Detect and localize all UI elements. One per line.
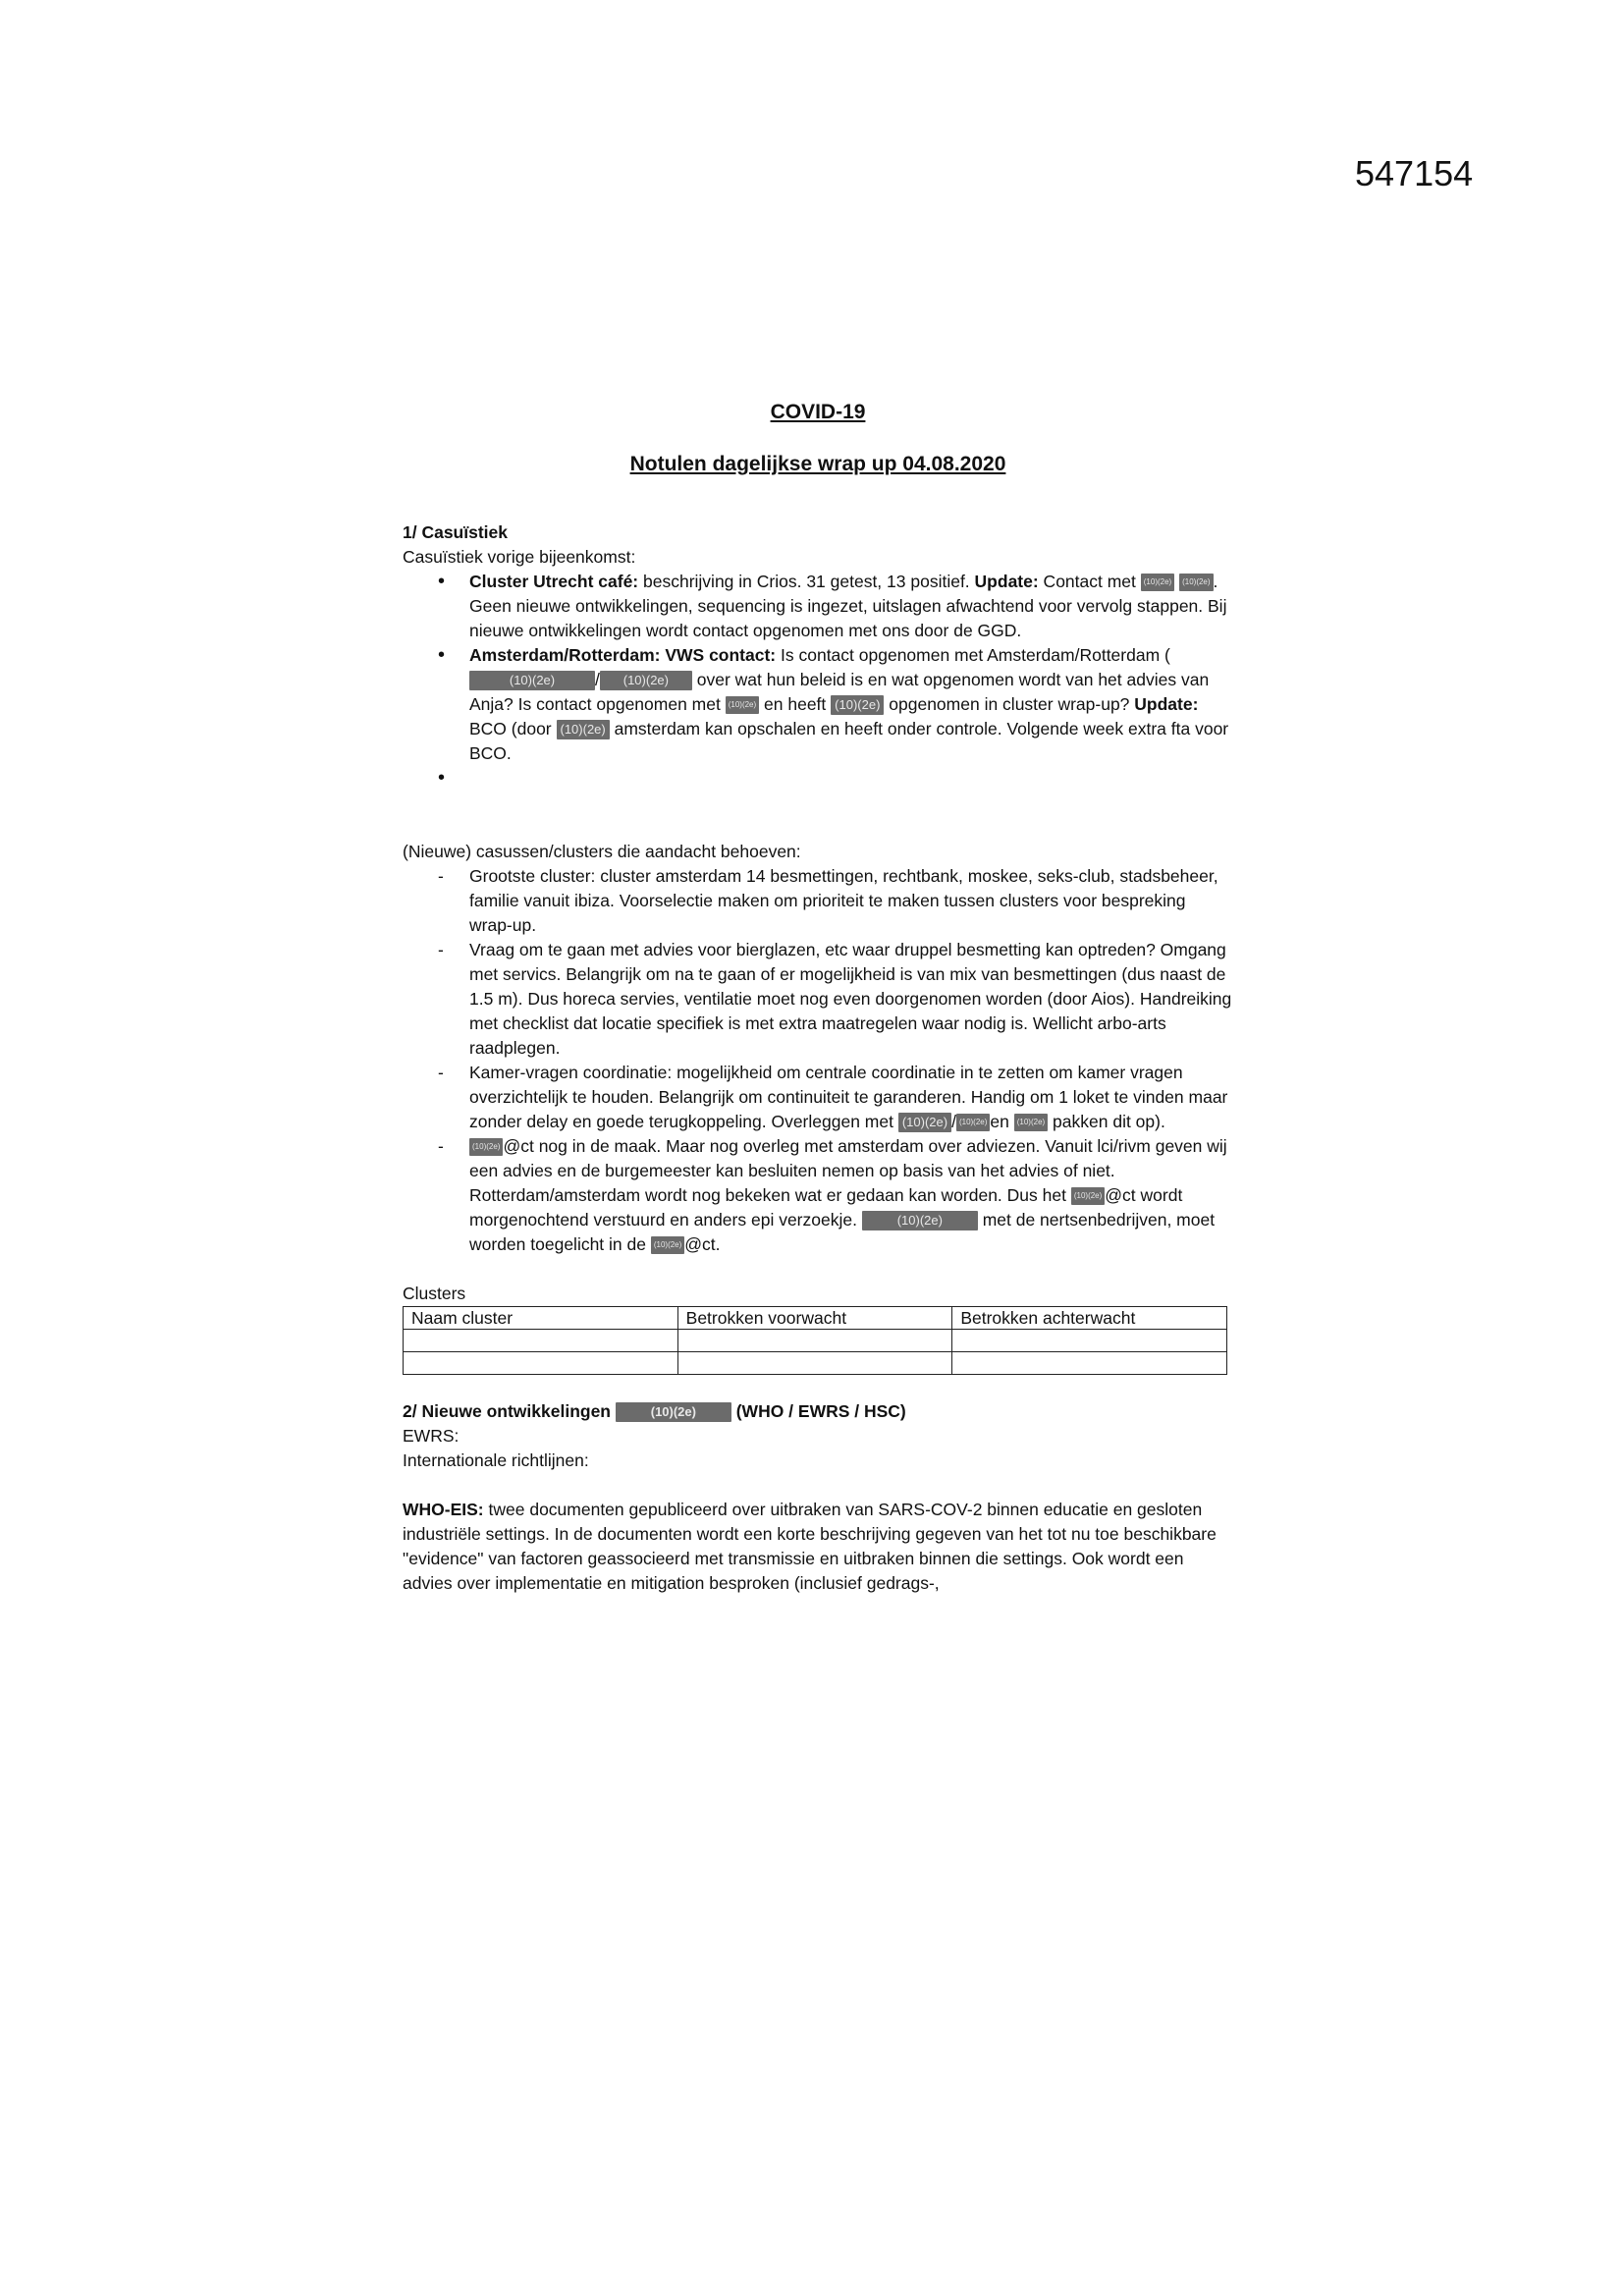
document-title: COVID-19 [770,401,866,423]
document-body [403,398,1233,1596]
redaction-box: (10)(2e) [831,695,884,715]
table-cell [677,1330,952,1352]
text: amsterdam kan opschalen en heeft onder controle. Volgende week extra fta voor BCO. [469,719,1229,763]
text: Is contact opgenomen met Amsterdam/Rotterdam ( [776,645,1170,665]
text: @ct. [684,1234,721,1254]
text: Vraag om te gaan met advies voor bierglazen, etc waar druppel besmetting kan optreden? Omgang met servics. Belangrijk om na te gaan of er mogelijkheid is van mix van besmettingen (dus naast de 1.5 m). Dus horeca servies, ventilatie moet nog even doorgenomen worden (door Aios). Handreiking met checklist dat locatie specifiek is met extra maatregelen waar nodig is. Wellicht arbo-arts raadplegen. [469,940,1232,1058]
list-item-empty [403,766,1233,791]
table-header-cell: Betrokken achterwacht [952,1307,1227,1330]
list-item [403,643,1233,766]
bullet-marker: • [438,571,446,592]
text: BCO (door [469,719,557,738]
section1-intro: Casuïstiek vorige bijeenkomst: [403,547,636,567]
redaction-box: (10)(2e) [557,720,610,739]
table-cell [404,1330,678,1352]
text: en [990,1112,1014,1131]
text: / [595,670,600,689]
clusters-label: Clusters [403,1284,466,1303]
redaction-box: (10)(2e) [898,1113,951,1132]
redaction-box: (10)(2e) [651,1236,684,1254]
bullet-marker: • [438,644,446,666]
new-cases-intro: (Nieuwe) casussen/clusters die aandacht behoeven: [403,842,801,861]
redaction-box: (10)(2e) [1014,1114,1048,1131]
redaction-box: (10)(2e) [1071,1187,1105,1205]
bold-label: Update: [1134,694,1199,714]
dash-marker: - [438,940,444,959]
document-number: 547154 [1355,153,1474,193]
table-row [404,1330,1227,1352]
intl-guidelines-label: Internationale richtlijnen: [403,1450,589,1470]
previous-cases-list [403,570,1233,791]
clusters-table [403,1306,1227,1375]
redaction-box: (10)(2e) [1141,574,1174,591]
ewrs-label: EWRS: [403,1426,460,1446]
text: 2/ Nieuwe ontwikkelingen [403,1401,616,1421]
redaction-box: (10)(2e) [469,1138,503,1156]
list-item [403,570,1233,643]
list-item [403,864,1233,938]
text: Grootste cluster: cluster amsterdam 14 besmettingen, rechtbank, moskee, seks-club, stadsbeheer, familie vanuit ibiza. Voorselectie maken om prioriteit te maken tussen clusters voor bespreking wrap-up. [469,866,1218,935]
bold-label: Cluster Utrecht café: [469,572,639,591]
text: Kamer-vragen coordinatie: mogelijkheid om centrale coordinatie in te zetten om kamer vragen overzichtelijk te houden. Belangrijk om continuiteit te garanderen. Handig om 1 loket te vinden maar zonder delay en goede terugkoppeling. Overleggen met [469,1063,1228,1131]
text: / [951,1112,956,1131]
list-item [403,1061,1233,1134]
text: pakken dit op). [1048,1112,1165,1131]
who-eis-paragraph [403,1498,1233,1596]
bold-label: WHO-EIS: [403,1500,484,1519]
redaction-box: (10)(2e) [469,671,595,690]
redaction-box: (10)(2e) [1179,574,1213,591]
document-subtitle: Notulen dagelijkse wrap up 04.08.2020 [629,453,1006,475]
list-item [403,1134,1233,1257]
text: en heeft [759,694,832,714]
text: @ct wordt morgenochtend verstuurd en anders epi verzoekje. [469,1185,1183,1230]
dash-marker: - [438,866,444,886]
text: opgenomen in cluster wrap-up? [884,694,1135,714]
redaction-box: (10)(2e) [616,1402,731,1422]
text: @ct nog in de maak. Maar nog overleg met amsterdam over adviezen. Vanuit lci/rivm geven wij een advies en de burgemeester kan besluiten nemen op basis van het advies of niet. Rotterdam/amsterdam wordt nog bekeken wat er gedaan kan worden. Dus het [469,1136,1227,1205]
table-cell [952,1352,1227,1375]
text: (WHO / EWRS / HSC) [730,1401,906,1421]
section1-heading: 1/ Casuïstiek [403,522,508,542]
table-header-cell: Naam cluster [404,1307,678,1330]
text: . Geen nieuwe ontwikkelingen, sequencing is ingezet, uitslagen afwachtend voor vervolg stappen. Bij nieuwe ontwikkelingen wordt contact opgenomen met ons door de GGD. [469,572,1227,640]
new-cases-list [403,864,1233,1257]
dash-marker: - [438,1063,444,1082]
text: twee documenten gepubliceerd over uitbraken van SARS-COV-2 binnen educatie en gesloten industriële settings. In de documenten wordt een korte beschrijving gegeven van het tot nu toe beschikbare "evidence" van factoren geassocieerd met transmissie en uitbraken binnen die settings. Ook wordt een advies over implementatie en mitigation besproken (inclusief gedrags-, [403,1500,1217,1593]
text: over wat hun beleid is en wat opgenomen wordt van het advies van Anja? Is contact opgenomen met [469,670,1210,714]
table-header-cell: Betrokken voorwacht [677,1307,952,1330]
list-item [403,938,1233,1061]
redaction-box: (10)(2e) [956,1114,990,1131]
bullet-marker: • [438,767,446,789]
redaction-box: (10)(2e) [862,1211,978,1230]
redaction-box: (10)(2e) [726,696,759,714]
bold-label: Update: [974,572,1039,591]
text: met de nertsenbedrijven, moet worden toegelicht in de [469,1210,1216,1254]
table-cell [404,1352,678,1375]
bold-label: Amsterdam/Rotterdam: VWS contact: [469,645,777,665]
text: Contact met [1038,572,1141,591]
dash-marker: - [438,1136,444,1156]
table-header-row [404,1307,1227,1330]
text: beschrijving in Crios. 31 getest, 13 positief. [638,572,975,591]
section2-heading [403,1399,1233,1424]
table-row [404,1352,1227,1375]
table-cell [677,1352,952,1375]
table-cell [952,1330,1227,1352]
redaction-box: (10)(2e) [600,671,692,690]
